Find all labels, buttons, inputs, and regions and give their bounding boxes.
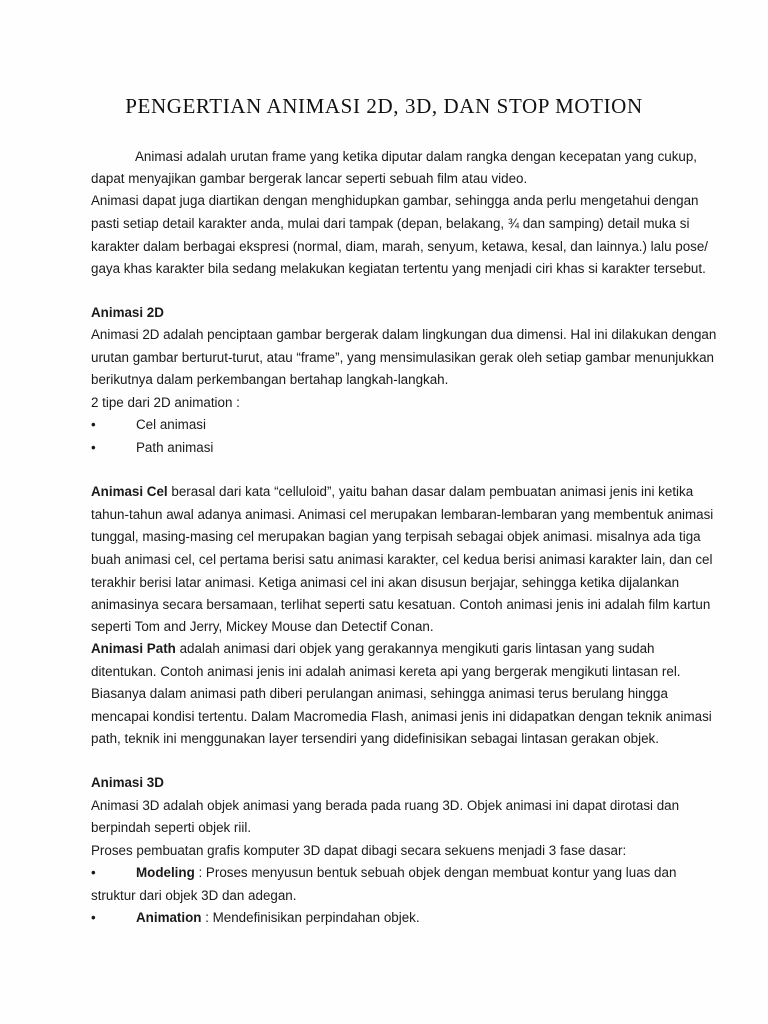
list-item-modeling bbox=[136, 864, 676, 882]
path-line: path, teknik ini menggunakan layer tersendiri yang didefinisikan sebagai lintasan gerakan objek. bbox=[91, 731, 659, 746]
section-3d-line: Animasi 3D adalah objek animasi yang berada pada ruang 3D. Objek animasi ini dapat dirotasi dan bbox=[91, 798, 680, 813]
cel-first-line bbox=[91, 483, 693, 501]
heading-text: Animasi 2D bbox=[91, 305, 164, 320]
path-line: mencapai kondisi tertentu. Dalam Macromedia Flash, animasi jenis ini didapatkan dengan teknik animasi bbox=[91, 709, 712, 724]
cel-line: seperti Tom and Jerry, Mickey Mouse dan Detectif Conan. bbox=[91, 619, 434, 634]
bullet-marker: • bbox=[91, 440, 96, 455]
path-line: Biasanya dalam animasi path diberi perulangan animasi, sehingga animasi terus berulang hingga bbox=[91, 686, 668, 701]
modeling-term: Modeling bbox=[136, 865, 195, 880]
cel-term: Animasi Cel bbox=[91, 484, 168, 499]
heading-text: Animasi 3D bbox=[91, 775, 164, 790]
list-item-animation bbox=[136, 909, 420, 927]
animation-term: Animation bbox=[136, 910, 202, 925]
cel-line: tunggal, masing-masing cel merupakan bagian yang terpisah sebagai objek animasi. misalnya ada tiga bbox=[91, 529, 701, 544]
section-2d-line: urutan gambar berturut-turut, atau “frame”, yang mensimulasikan gerak oleh setiap gambar menunjukkan bbox=[91, 350, 714, 365]
intro-line: Animasi adalah urutan frame yang ketika diputar dalam rangka dengan kecepatan yang cukup, bbox=[135, 149, 698, 164]
path-first-line bbox=[91, 640, 655, 658]
cel-line: terakhir berisi latar animasi. Ketiga animasi cel ini akan disusun berjajar, sehingga ketika dijalankan bbox=[91, 575, 680, 590]
section-2d-line: Animasi 2D adalah penciptaan gambar bergerak dalam lingkungan dua dimensi. Hal ini dilakukan dengan bbox=[91, 327, 717, 342]
cel-first-text: berasal dari kata “celluloid”, yaitu bahan dasar dalam pembuatan animasi jenis ini ketika bbox=[167, 484, 694, 499]
section-3d-heading bbox=[91, 774, 164, 792]
intro-line: Animasi dapat juga diartikan dengan menghidupkan gambar, sehingga anda perlu mengetahui dengan bbox=[91, 193, 699, 208]
section-3d-line: Proses pembuatan grafis komputer 3D dapat dibagi secara sekuens menjadi 3 fase dasar: bbox=[91, 843, 627, 858]
path-first-text: adalah animasi dari objek yang gerakannya mengikuti garis lintasan yang sudah bbox=[175, 641, 655, 656]
path-term: Animasi Path bbox=[91, 641, 176, 656]
intro-line: dapat menyajikan gambar bergerak lancar seperti sebuah film atau video. bbox=[91, 171, 528, 186]
intro-line: karakter dalam berbagai ekspresi (normal, diam, marah, senyum, ketawa, kesal, dan lainnya.) lalu pose/ bbox=[91, 239, 709, 254]
bullet-marker: • bbox=[91, 865, 96, 880]
intro-line: gaya khas karakter bila sedang melakukan kegiatan tertentu yang menjadi ciri khas si karakter tersebut. bbox=[91, 261, 706, 276]
modeling-continuation: struktur dari objek 3D dan adegan. bbox=[91, 888, 297, 903]
animation-text: : Mendefinisikan perpindahan objek. bbox=[201, 910, 420, 925]
section-2d-line: berikutnya dalam perkembangan bertahap langkah-langkah. bbox=[91, 372, 449, 387]
list-item-path: Path animasi bbox=[136, 440, 214, 455]
section-2d-line: 2 tipe dari 2D animation : bbox=[91, 395, 240, 410]
bullet-marker: • bbox=[91, 417, 96, 432]
modeling-text: : Proses menyusun bentuk sebuah objek dengan membuat kontur yang luas dan bbox=[194, 865, 677, 880]
section-2d-heading bbox=[91, 304, 164, 322]
intro-line: pasti setiap detail karakter anda, mulai dari tampak (depan, belakang, ¾ dan samping) detail muka si bbox=[91, 216, 690, 231]
section-3d-line: berpindah seperti objek riil. bbox=[91, 820, 252, 835]
cel-line: tahun-tahun awal adanya animasi. Animasi cel merupakan lembaran-lembaran yang membentuk animasi bbox=[91, 507, 714, 522]
cel-line: animasinya secara bersamaan, terlihat seperti satu kesatuan. Contoh animasi jenis ini adalah film kartun bbox=[91, 597, 711, 612]
cel-line: buah animasi cel, cel pertama berisi satu animasi karakter, cel kedua berisi animasi karakter lain, dan cel bbox=[91, 552, 713, 567]
list-item-cel: Cel animasi bbox=[136, 417, 206, 432]
page-title: PENGERTIAN ANIMASI 2D, 3D, DAN STOP MOTION bbox=[125, 94, 643, 118]
bullet-marker: • bbox=[91, 910, 96, 925]
path-line: ditentukan. Contoh animasi jenis ini adalah animasi kereta api yang bergerak mengikuti lintasan rel. bbox=[91, 664, 681, 679]
